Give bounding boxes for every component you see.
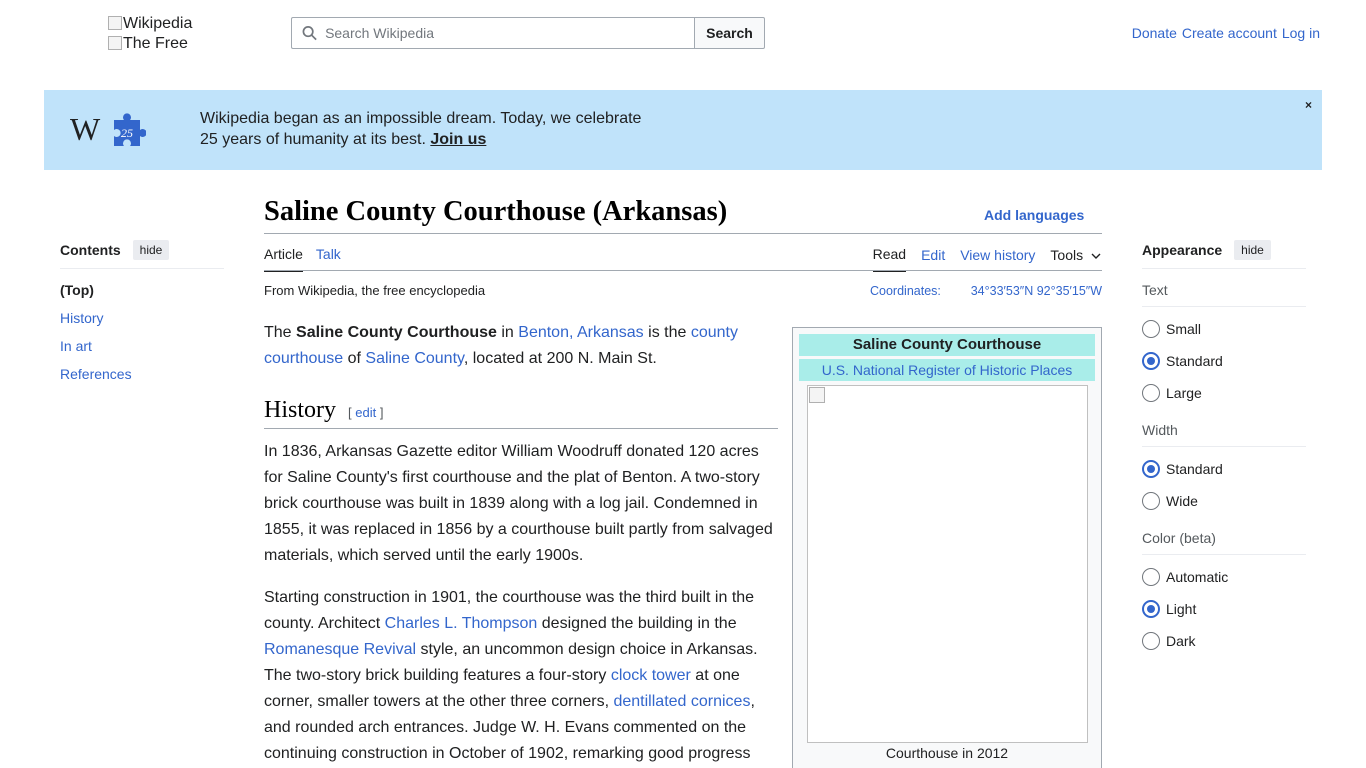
logo-w: W xyxy=(70,111,101,147)
link-charles-l-thompson[interactable]: Charles L. Thompson xyxy=(384,615,538,632)
namespace-tabs xyxy=(264,246,341,272)
text-size-small-option[interactable]: Small xyxy=(1142,313,1306,345)
color-group xyxy=(1142,530,1306,657)
search-input[interactable] xyxy=(325,25,694,41)
create-account-link[interactable]: Create account xyxy=(1181,25,1277,41)
toc-item-top[interactable]: (Top) xyxy=(60,282,94,298)
link-dentillated-cornices[interactable]: dentillated cornices xyxy=(613,693,751,710)
search-icon xyxy=(302,25,317,41)
radio-button-selected[interactable] xyxy=(1142,352,1160,370)
toc-title: Contents xyxy=(60,242,121,258)
appearance-panel xyxy=(1142,240,1306,657)
search-button[interactable]: Search xyxy=(694,17,765,49)
broken-image-icon xyxy=(108,16,122,30)
coordinates-label[interactable]: Coordinates: xyxy=(870,284,941,298)
appearance-title: Appearance xyxy=(1142,242,1223,258)
text-size-standard-option[interactable]: Standard xyxy=(1142,345,1306,377)
log-in-link[interactable]: Log in xyxy=(1281,25,1320,41)
search-field[interactable] xyxy=(291,17,694,49)
banner-line-1: Wikipedia began as an impossible dream. Today, we celebrate xyxy=(200,110,642,127)
link-saline-county[interactable]: Saline County xyxy=(365,350,464,367)
infobox-image[interactable] xyxy=(807,385,1088,743)
history-heading-title: History xyxy=(264,397,336,423)
chevron-down-icon xyxy=(1091,252,1101,260)
radio-button[interactable] xyxy=(1142,320,1160,338)
join-us-link[interactable]: Join us xyxy=(430,131,487,148)
appearance-hide-button[interactable]: hide xyxy=(1234,240,1271,260)
tabs-divider xyxy=(264,270,1102,271)
toc-item-history[interactable]: History xyxy=(60,310,104,326)
width-label: Width xyxy=(1142,422,1306,447)
logo-badge: 25 xyxy=(121,126,133,140)
infobox xyxy=(792,327,1102,768)
toc-item-references[interactable]: References xyxy=(60,366,132,382)
text-size-group xyxy=(1142,282,1306,409)
coordinates xyxy=(870,284,1102,298)
tools-label: Tools xyxy=(1050,247,1084,263)
infobox-caption: Courthouse in 2012 xyxy=(885,745,1009,761)
link-romanesque-revival[interactable]: Romanesque Revival xyxy=(264,641,417,658)
link-benton-arkansas[interactable]: Benton, Arkansas xyxy=(518,324,644,341)
text-size-large-option[interactable]: Large xyxy=(1142,377,1306,409)
donate-link[interactable]: Donate xyxy=(1131,25,1177,41)
broken-image-icon xyxy=(809,387,825,403)
tab-read[interactable]: Read xyxy=(873,246,906,272)
color-dark-option[interactable]: Dark xyxy=(1142,625,1306,657)
text-size-label: Text xyxy=(1142,282,1306,307)
title-divider xyxy=(264,233,1102,234)
width-group xyxy=(1142,422,1306,517)
radio-button[interactable] xyxy=(1142,384,1160,402)
view-tabs xyxy=(873,246,1101,272)
section-edit: [ edit ] xyxy=(348,405,384,420)
intro-paragraph: The Saline County Courthouse in Benton, Arkansas is the county courthouse of Saline County, located at 200 N. Main St. xyxy=(264,324,738,367)
width-wide-option[interactable]: Wide xyxy=(1142,485,1306,517)
page-title: Saline County Courthouse (Arkansas) xyxy=(264,196,728,227)
link-county-courthouse[interactable]: county courthouse xyxy=(264,324,738,367)
anniversary-banner xyxy=(44,90,1322,170)
logo-alt-text: Wikipedia xyxy=(123,15,193,32)
broken-image-icon xyxy=(108,36,122,50)
radio-button[interactable] xyxy=(1142,492,1160,510)
article-subject: Saline County Courthouse xyxy=(296,324,497,341)
tab-edit[interactable]: Edit xyxy=(921,247,946,263)
link-clock-tower[interactable]: clock tower xyxy=(610,667,691,684)
add-languages-button[interactable] xyxy=(984,207,1084,223)
history-paragraph-1: In 1836, Arkansas Gazette editor William Woodruff donated 120 acres for Saline County's first courthouse and the plat of Benton. A two-story brick courthouse was built in 1839 along with a log jail. Condemned in 1855, it was replaced in 1856 by a courthouse built partly from salvaged materials, which served until the early 1900s. xyxy=(264,443,773,564)
history-paragraph-2: Starting construction in 1901, the courthouse was the third built in the county. Architect Charles L. Thompson designed the building in the Romanesque Revival style, an uncommon design choice in Arkansas. The two-story brick building features a four-story clock tower at one corner, smaller towers at the other three corners, dentillated cornices, and rounded arch entrances. Judge W. H. Evans commented on the continuing construction in October of 1902, remarking good progress xyxy=(264,589,758,762)
section-edit-link[interactable]: edit xyxy=(355,405,377,420)
width-standard-option[interactable]: Standard xyxy=(1142,453,1306,485)
toc-item-in-art[interactable]: In art xyxy=(60,338,92,354)
search-form xyxy=(291,17,765,49)
banner-line-2: 25 years of humanity at its best. xyxy=(200,131,426,148)
wikipedia-25-logo xyxy=(70,110,146,150)
radio-button-selected[interactable] xyxy=(1142,460,1160,478)
color-automatic-option[interactable]: Automatic xyxy=(1142,561,1306,593)
logo-tagline-alt-text: The Free xyxy=(123,35,188,52)
tab-article[interactable]: Article xyxy=(264,246,303,272)
tools-menu[interactable] xyxy=(1050,247,1101,271)
color-label: Color (beta) xyxy=(1142,530,1306,555)
toc-hide-button[interactable]: hide xyxy=(133,240,170,260)
radio-button[interactable] xyxy=(1142,568,1160,586)
infobox-nrhp-link[interactable]: U.S. National Register of Historic Places xyxy=(799,359,1095,381)
add-languages-label: Add languages xyxy=(984,207,1085,223)
user-links xyxy=(1132,25,1320,41)
coordinates-value[interactable]: 34°33′53″N 92°35′15″W xyxy=(970,284,1102,298)
tab-talk[interactable]: Talk xyxy=(315,246,341,262)
table-of-contents xyxy=(60,240,224,393)
tab-view-history[interactable]: View history xyxy=(960,247,1036,263)
site-tagline: From Wikipedia, the free encyclopedia xyxy=(264,283,486,298)
article-body xyxy=(264,320,778,768)
radio-button[interactable] xyxy=(1142,632,1160,650)
close-icon[interactable]: × xyxy=(1304,98,1312,112)
wikipedia-logo[interactable] xyxy=(108,14,228,54)
banner-message xyxy=(200,108,670,150)
radio-button-selected[interactable] xyxy=(1142,600,1160,618)
color-light-option[interactable]: Light xyxy=(1142,593,1306,625)
history-heading xyxy=(264,394,778,429)
infobox-title: Saline County Courthouse xyxy=(799,334,1095,356)
